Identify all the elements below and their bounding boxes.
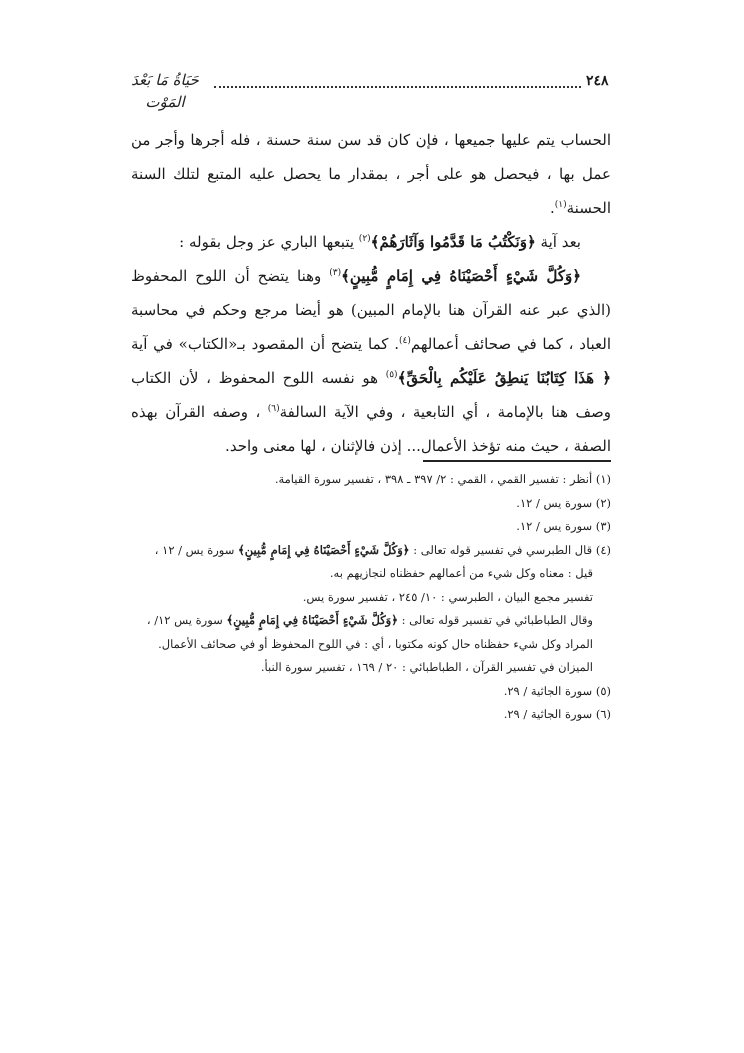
quran-verse: ﴿وَكُلَّ شَيْءٍ أَحْصَيْنَاهُ فِي إِمَامٍ مُّبِينٍ﴾ <box>238 542 410 557</box>
footnote-1: (١) أنظر : تفسير القمي ، القمي : ٢/ ٣٩٧ ـ ٣٩٨ ، تفسير سورة القيامة. <box>274 472 611 486</box>
page-number: ٢٤٨ <box>586 73 609 89</box>
paragraph-3-text: وهنا يتضح أن اللوح المحفوظ (الذي عبر عنه القرآن هنا بالإمام المبين) هو أيضا مرجع وحكم في محاسبة العباد ، كما في صحائف أعمالهم <box>131 267 611 353</box>
footnote-6: (٦) سورة الجاثية / ٢٩. <box>503 707 611 721</box>
footnote-ref-2[interactable]: (٢) <box>358 234 371 244</box>
paragraph-2-text-end: يتبعها الباري عز وجل بقوله : <box>179 233 359 251</box>
footnote-4-ref: سورة يس / ١٢ ، <box>154 542 239 557</box>
running-title: حَيَاةُ مَا بَعْدَ المَوْت <box>131 71 199 111</box>
footnotes <box>131 468 611 727</box>
footnote-4-line-4-text: وقال الطباطبائي في تفسير قوله تعالى : <box>397 613 593 627</box>
header-leader-dots <box>214 74 581 88</box>
body-text <box>131 123 611 463</box>
footnote-ref-1[interactable]: (١) <box>554 200 567 210</box>
footnote-4-line-3: تفسير مجمع البيان ، الطبرسي : ١٠/ ٢٤٥ ، تفسير سورة يس. <box>302 589 593 604</box>
footnote-4 <box>131 539 611 563</box>
footnote-4-text: (٤) قال الطبرسي في تفسير قوله تعالى : <box>409 542 611 557</box>
paragraph-1-end: . <box>549 199 555 217</box>
footnote-ref-5[interactable]: (٥) <box>385 370 398 380</box>
paragraph-3 <box>131 259 611 463</box>
footnote-4-line-5: المراد وكل شيء حفظناه حال كونه مكتوبا ، أي : في اللوح المحفوظ أو في صحائف الأعمال. <box>158 636 593 651</box>
footnote-4-line-4 <box>131 609 611 633</box>
footnote-5: (٥) سورة الجاثية / ٢٩. <box>503 683 611 698</box>
paragraph-3-text-2: . كما يتضح أن المقصود بـ«الكتاب» في آية <box>131 335 399 353</box>
quran-verse: ﴿وَكُلَّ شَيْءٍ أَحْصَيْنَاهُ فِي إِمَامٍ مُّبِينٍ﴾ <box>226 613 398 627</box>
paragraph-3-text-3: هو نفسه اللوح المحفوظ ، لأن الكتاب وصف هنا بالإمامة ، أي التابعية ، وفي الآية السالفة <box>131 369 611 421</box>
footnote-4-line-4-ref: سورة يس ١٢/ ، <box>146 613 227 627</box>
quran-verse: ﴿ هَذَا كِتَابُنَا يَنطِقُ عَلَيْكُم بِالْحَقِّ﴾ <box>397 369 611 387</box>
footnote-4-line-6: الميزان في تفسير القرآن ، الطباطبائي : ٢٠ / ١٦٩ ، تفسير سورة النبأ. <box>260 660 593 674</box>
paragraph-2-text: بعد آية <box>535 233 581 251</box>
footnote-4-line-2: قيل : معناه وكل شيء من أعمالهم حفظناه لنجازيهم به. <box>329 566 593 580</box>
footnote-2: (٢) سورة يس / ١٢. <box>516 495 611 510</box>
footnote-3: (٣) سورة يس / ١٢. <box>516 519 611 533</box>
footnote-ref-6[interactable]: (٦) <box>267 404 280 414</box>
paragraph-3-text-4: ، وصفه القرآن بهذه الصفة ، حيث منه تؤخذ الأعمال... إذن فالإثنان ، لها معنى واحد. <box>131 403 611 455</box>
paragraph-1-text: الحساب يتم عليها جميعها ، فإن كان قد سن سنة حسنة ، فله أجرها وأجر من عمل بها ، فيحصل هو على أجر ، بمقدار ما يحصل عليه المتبع لتلك السنة الحسنة <box>131 131 611 217</box>
footnote-separator <box>423 460 611 462</box>
paragraph-1 <box>131 123 611 225</box>
paragraph-2 <box>131 225 611 259</box>
footnote-ref-4[interactable]: (٤) <box>398 336 411 346</box>
footnote-ref-3[interactable]: (٣) <box>329 268 342 278</box>
quran-verse: ﴿وَكُلَّ شَيْءٍ أَحْصَيْنَاهُ فِي إِمَامٍ مُّبِينٍ﴾ <box>341 267 581 285</box>
quran-verse: ﴿وَنَكْتُبُ مَا قَدَّمُوا وَآثَارَهُمْ﴾ <box>370 233 536 251</box>
